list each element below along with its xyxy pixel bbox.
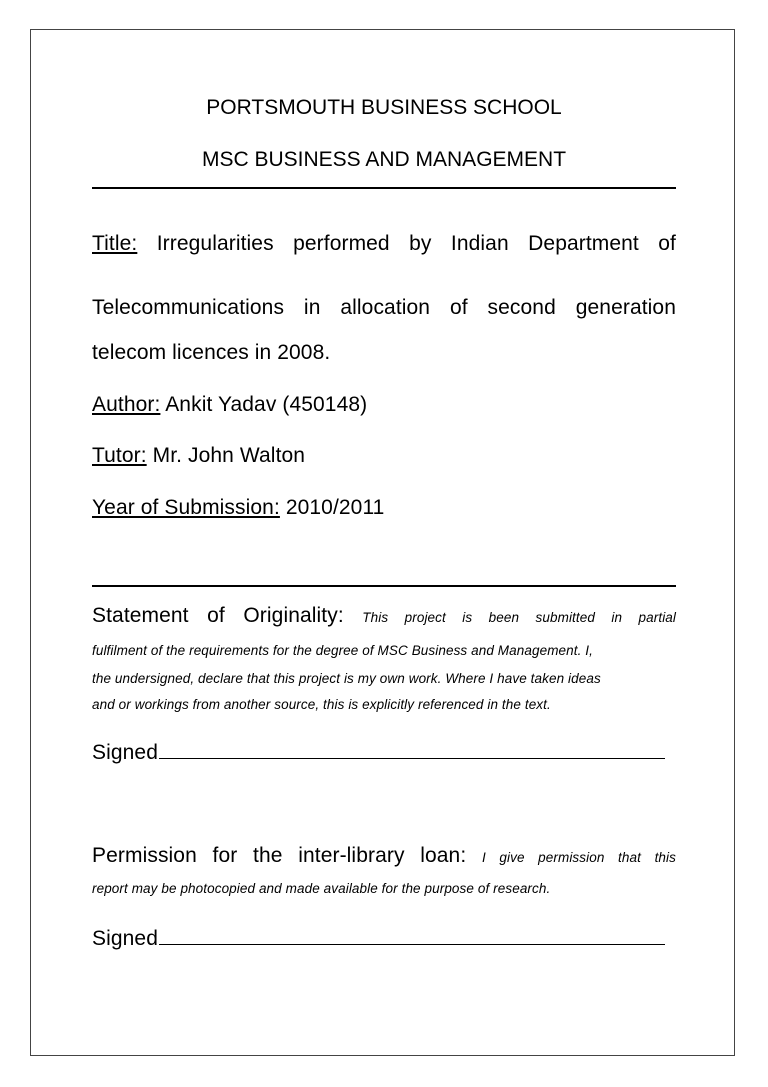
programme-name: MSC BUSINESS AND MANAGEMENT xyxy=(201,148,567,171)
originality-line-1 xyxy=(92,604,676,628)
permission-signature xyxy=(92,924,676,951)
permission-text-1: I give permission that this xyxy=(481,850,676,865)
details-divider xyxy=(92,585,676,587)
permission-text-2: report may be photocopied and made available for the purpose of research. xyxy=(92,881,551,896)
permission-heading: Permission for the inter-library loan: xyxy=(92,844,467,867)
originality-signature xyxy=(92,738,676,765)
title-text-3: telecom licences in 2008. xyxy=(92,341,331,364)
originality-text-4: and or workings from another source, this is explicitly referenced in the text. xyxy=(92,697,551,712)
permission-line-1 xyxy=(92,844,676,868)
school-name: PORTSMOUTH BUSINESS SCHOOL xyxy=(206,96,562,119)
author-label: Author: xyxy=(92,393,161,416)
year-label: Year of Submission: xyxy=(92,496,280,519)
originality-text-3: the undersigned, declare that this project is my own work. Where I have taken ideas xyxy=(92,671,601,686)
tutor-value: Mr. John Walton xyxy=(152,444,306,467)
author-line xyxy=(92,393,676,417)
originality-text-1: This project is been submitted in partial xyxy=(362,610,677,625)
tutor-line xyxy=(92,444,676,468)
title-text-2: Telecommunications in allocation of second generation xyxy=(92,296,676,319)
signed-label-2: Signed xyxy=(92,927,158,950)
page-border xyxy=(30,29,735,1056)
year-line xyxy=(92,496,676,520)
title-line-1 xyxy=(92,232,676,256)
author-value: Ankit Yadav (450148) xyxy=(165,393,368,416)
year-value: 2010/2011 xyxy=(285,496,385,519)
originality-text-2: fulfilment of the requirements for the degree of MSC Business and Management. I, xyxy=(92,643,594,658)
title-label: Title: xyxy=(92,232,138,255)
title-text-1: Irregularities performed by Indian Department of xyxy=(156,232,676,255)
tutor-label: Tutor: xyxy=(92,444,147,467)
signature-line-2[interactable] xyxy=(159,924,665,945)
originality-heading: Statement of Originality: xyxy=(92,604,344,627)
header-divider xyxy=(92,187,676,189)
signed-label-1: Signed xyxy=(92,741,158,764)
signature-line-1[interactable] xyxy=(159,738,665,759)
